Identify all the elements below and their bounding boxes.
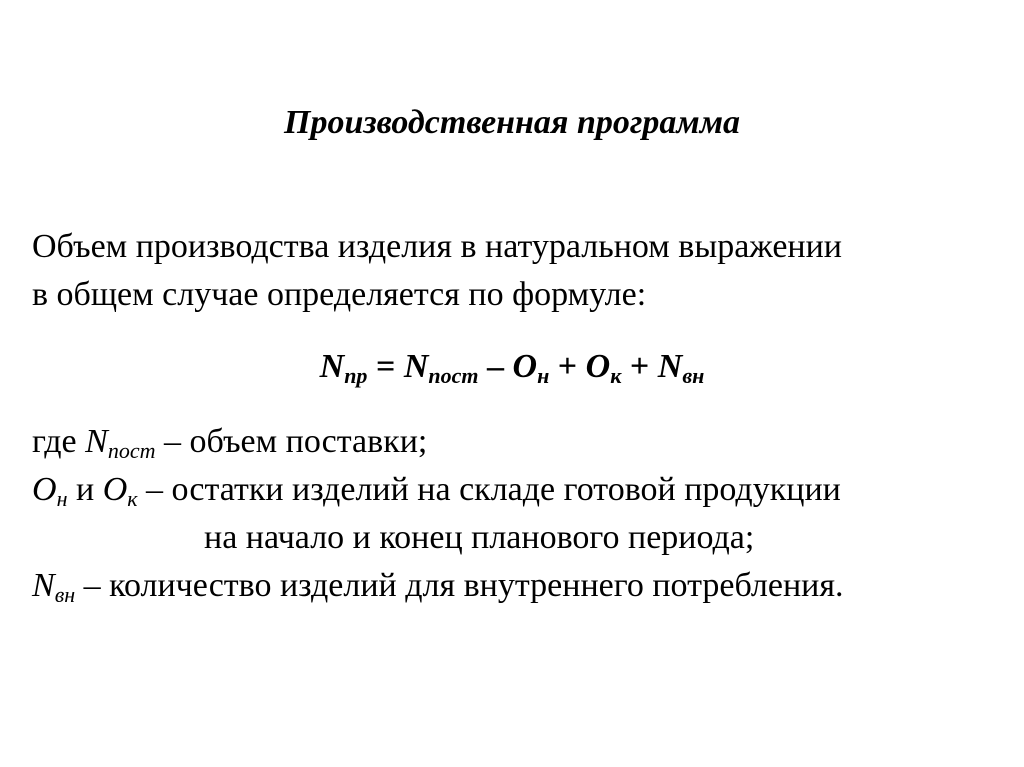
formula-op-plus-1: + [557, 348, 578, 385]
formula-term1-var: N [403, 348, 429, 385]
formula-lhs-sub: пр [344, 363, 368, 388]
definition-n-vn [32, 562, 1002, 610]
definition-1-var: N [85, 423, 108, 460]
formula-term2-var: О [512, 348, 538, 385]
definition-3-text: – количество изделий для внутреннего потребления. [75, 567, 844, 604]
formula-op-minus: – [487, 348, 504, 385]
formula-term3-var: О [585, 348, 611, 385]
definition-2-sub-2: к [127, 486, 138, 511]
definition-3-var: N [32, 567, 55, 604]
definition-prefix: где [32, 423, 77, 460]
definition-1-text: – объем поставки; [155, 423, 428, 460]
formula-lhs-var: N [319, 348, 345, 385]
definition-3-sub: вн [54, 582, 76, 607]
formula-term3-sub: к [610, 363, 622, 388]
definition-2-var-2: О [102, 471, 128, 508]
slide-title: Производственная программа [284, 104, 740, 141]
definition-o-n-o-k [32, 466, 1002, 514]
definition-2-var-1: О [32, 471, 57, 508]
formula-op-plus-2: + [629, 348, 650, 385]
formula-term4-var: N [657, 348, 683, 385]
definition-2-text: – остатки изделий на складе готовой продукции [137, 471, 841, 508]
formula-equals: = [375, 348, 396, 385]
definition-1-sub: пост [107, 438, 156, 463]
production-formula [0, 348, 1024, 386]
definition-2-sub-1: н [56, 486, 68, 511]
definition-2-continuation: на начало и конец планового периода; [204, 519, 755, 556]
intro-paragraph [32, 223, 1002, 319]
formula-term1-sub: пост [428, 363, 479, 388]
definition-n-post [32, 418, 1002, 466]
intro-line-1: Объем производства изделия в натуральном выражении [32, 228, 843, 265]
definition-2-and: и [67, 471, 103, 508]
definitions-list [32, 418, 1002, 610]
formula-term4-sub: вн [682, 363, 705, 388]
formula-term2-sub: н [537, 363, 550, 388]
intro-line-2: в общем случае определяется по формуле: [32, 276, 647, 313]
